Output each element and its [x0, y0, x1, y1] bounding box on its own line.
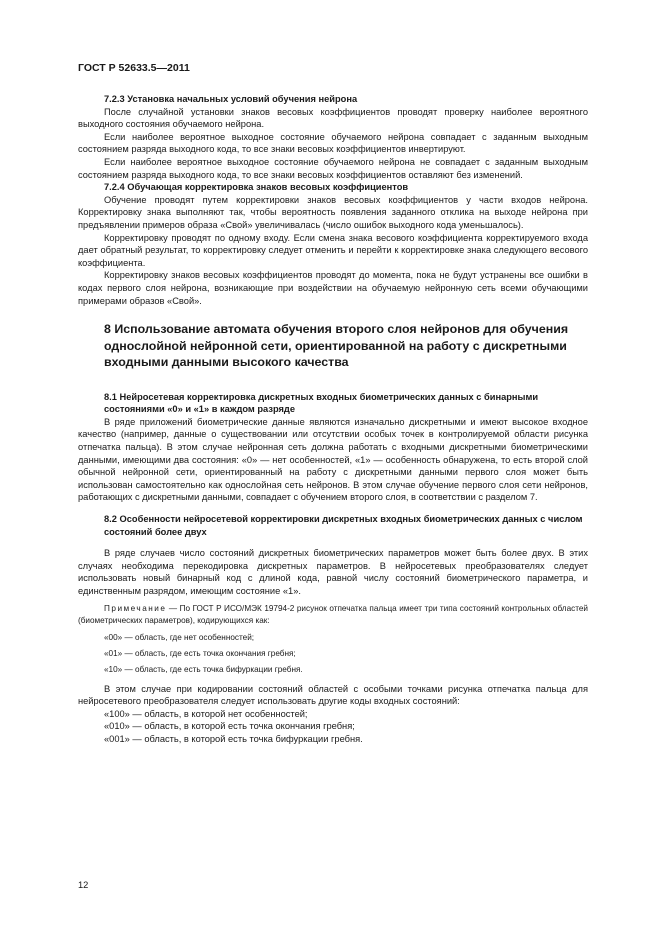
note-text: — По ГОСТ Р ИСО/МЭК 19794-2 рисунок отпечатка пальца имеет три типа состояний контрольных областей (биометрических параметров), кодирующихся как:: [78, 603, 588, 625]
note-code-item: «01» — область, где есть точка окончания гребня;: [104, 648, 296, 658]
note-code-item: «10» — область, где есть точка бифуркации гребня.: [104, 664, 303, 674]
note-code-item: «00» — область, где нет особенностей;: [104, 632, 255, 642]
paragraph: Если наиболее вероятное выходное состояние обучаемого нейрона совпадает с заданным выходным состоянием разряда выходного кода, то все знаки весовых коэффициентов инвертируют.: [78, 131, 588, 155]
paragraph: Если наиболее вероятное выходное состояние обучаемого нейрона не совпадает с заданным выходным состоянием разряда выходного кода, то все знаки весовых коэффициентов оставляют без изменений.: [78, 156, 588, 180]
note: [78, 603, 588, 627]
document-body: [78, 93, 588, 745]
heading-7-2-3: 7.2.3 Установка начальных условий обучения нейрона: [104, 94, 358, 104]
paragraph: Обучение проводят путем корректировки знаков весовых коэффициентов у части входов нейрона. Корректировку знака выполняют так, чтобы вероятность появления заданного отклика на выходе нейрона при предъявлении примеров образа «Свой» увеличивалась (число ошибок выходного кода уменьшалось).: [78, 194, 588, 230]
paragraph: В ряде случаев число состояний дискретных биометрических параметров может быть более двух. В этих случаях необходима перекодировка дискретных параметров. В нейросетевых преобразователях следует использовать новый бинарный код с длиной кода, равной числу состояний биометрического параметра, и единственным разрядом, имеющим состояние «1».: [78, 548, 588, 596]
code-item: «001» — область, в которой есть точка бифуркации гребня.: [104, 733, 363, 744]
code-item: «100» — область, в которой нет особенностей;: [104, 708, 308, 719]
paragraph: Корректировку проводят по одному входу. Если смена знака весового коэффициента корректируемого входа дает обратный результат, то корректировку следует отменить и перейти к корректировке знака следующего весового коэффициента.: [78, 232, 588, 268]
heading-section-8: 8 Использование автомата обучения второго слоя нейронов для обучения однослойной нейронной сети, ориентированной на работу с дискретными входными данными высокого качества: [104, 322, 569, 370]
page-number: 12: [78, 880, 89, 890]
code-item: «010» — область, в которой есть точка окончания гребня;: [104, 721, 355, 732]
note-label: Примечание: [104, 603, 167, 613]
paragraph: В ряде приложений биометрические данные являются изначально дискретными и имеют высокое входное качество (например, данные о существовании или отсутствии особых точек в контролируемой области рисунка отпечатка пальца). В этом случае нейронная сеть должна работать с входными дискретными биометрическими данными, имеющими два состояния: «0» — нет особенностей, «1» — особенность обнаружена, то есть второй слой обычной нейронной сети, ориентированный на работу с дискретными данными первого слоя может быть использован самостоятельно как однослойная сеть нейронов. В этом случае обучение первого слоя сети нейронов, работающих с дискретными данными, совпадает с обучением второго слоя, в соответствии с разделом 7.: [78, 416, 588, 503]
heading-8-2: 8.2 Особенности нейросетевой корректировки дискретных входных биометрических данных с числом состояний более двух: [104, 513, 583, 537]
paragraph: Корректировку знаков весовых коэффициентов проводят до момента, пока не будут устранены все ошибки в кодах первого слоя нейрона, возникающие при воздействии на обучаемую нейронную сеть всеми обучающими примерами образов «Свой».: [78, 270, 588, 306]
heading-8-1: 8.1 Нейросетевая корректировка дискретных входных биометрических данных с бинарными состояниями «0» и «1» в каждом разряде: [104, 391, 539, 415]
heading-7-2-4: 7.2.4 Обучающая корректировка знаков весовых коэффициентов: [104, 182, 409, 193]
paragraph: После случайной установки знаков весовых коэффициентов проводят проверку наиболее вероятного выходного состояния обучаемого нейрона.: [78, 106, 588, 130]
document-id-header: ГОСТ Р 52633.5—2011: [78, 62, 190, 74]
paragraph: В этом случае при кодировании состояний областей с особыми точками рисунка отпечатка пальца для нейросетевого преобразователя следует использовать другие коды входных состояний:: [78, 683, 588, 707]
